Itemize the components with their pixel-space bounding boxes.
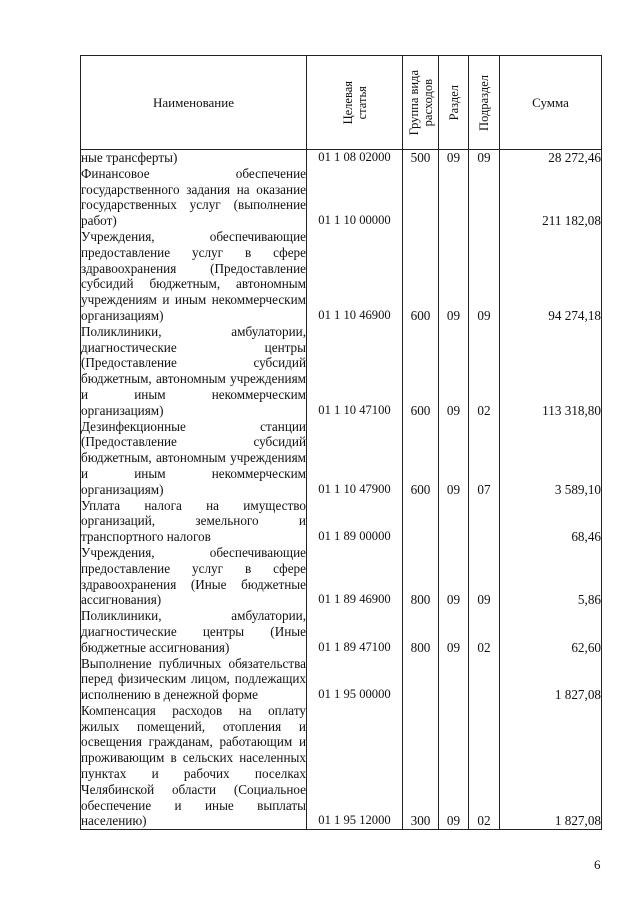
row-section: 09 xyxy=(439,324,469,419)
row-section: 09 xyxy=(439,545,469,608)
row-name xyxy=(81,419,307,498)
row-subsection: 02 xyxy=(469,703,500,830)
row-group xyxy=(403,656,439,703)
row-code: 01 1 10 00000 xyxy=(307,166,403,229)
row-name xyxy=(81,166,307,229)
table-row xyxy=(81,150,602,166)
row-sum: 28 272,46 xyxy=(500,150,602,166)
row-sum: 94 274,18 xyxy=(500,229,602,324)
row-group: 600 xyxy=(403,229,439,324)
row-subsection xyxy=(469,166,500,229)
row-sum: 3 589,10 xyxy=(500,419,602,498)
row-code: 01 1 10 46900 xyxy=(307,229,403,324)
table-header-row xyxy=(81,56,602,150)
row-name xyxy=(81,703,307,830)
row-section xyxy=(439,498,469,545)
page-number: 6 xyxy=(594,857,601,872)
row-name-text: Учреждения, обеспечивающие предоставление услуг в сфере здравоохранения (Предоставление субсидий бюджетным, автономным учреждениям и иным некоммерческим организациям) xyxy=(81,228,306,323)
row-group: 800 xyxy=(403,608,439,655)
header-name: Наименование xyxy=(81,56,307,150)
table-row xyxy=(81,703,602,830)
row-name-text: Уплата налога на имущество организаций, земельного и транспортного налогов xyxy=(81,497,306,545)
budget-table xyxy=(80,55,602,830)
row-code: 01 1 10 47900 xyxy=(307,419,403,498)
row-name-text: Учреждения, обеспечивающие предоставление услуг в сфере здравоохранения (Иные бюджетные ассигнования) xyxy=(81,544,306,608)
header-subsection-label: Подраздел xyxy=(477,74,491,131)
row-section: 09 xyxy=(439,419,469,498)
row-section xyxy=(439,656,469,703)
row-subsection: 09 xyxy=(469,229,500,324)
row-subsection: 07 xyxy=(469,419,500,498)
row-subsection xyxy=(469,498,500,545)
row-name-text: Поликлиники, амбулатории, диагностические центры (Иные бюджетные ассигнования) xyxy=(81,608,306,655)
row-group: 600 xyxy=(403,419,439,498)
row-subsection: 09 xyxy=(469,545,500,608)
header-section-label: Раздел xyxy=(446,84,461,121)
row-name-text: Финансовое обеспечение государственного задания на оказание государственных услуг (выполнение работ) xyxy=(81,165,306,229)
row-sum: 1 827,08 xyxy=(500,703,602,830)
row-code: 01 1 08 02000 xyxy=(307,150,403,166)
table-row xyxy=(81,498,602,545)
row-code: 01 1 10 47100 xyxy=(307,324,403,419)
header-expense-group xyxy=(403,56,439,150)
row-subsection: 02 xyxy=(469,608,500,655)
row-sum: 68,46 xyxy=(500,498,602,545)
header-section xyxy=(439,56,469,150)
row-code: 01 1 89 47100 xyxy=(307,608,403,655)
table-row xyxy=(81,229,602,324)
row-sum: 113 318,80 xyxy=(500,324,602,419)
row-section: 09 xyxy=(439,703,469,830)
row-group: 600 xyxy=(403,324,439,419)
row-name xyxy=(81,656,307,703)
row-name xyxy=(81,324,307,419)
row-section: 09 xyxy=(439,229,469,324)
header-sum: Сумма xyxy=(500,56,602,150)
header-subsection xyxy=(469,56,500,150)
row-sum: 211 182,08 xyxy=(500,166,602,229)
row-group xyxy=(403,166,439,229)
table-row xyxy=(81,608,602,655)
row-group: 500 xyxy=(403,150,439,166)
row-subsection xyxy=(469,656,500,703)
row-group: 300 xyxy=(403,703,439,830)
row-group: 800 xyxy=(403,545,439,608)
row-name-text: Выполнение публичных обязательства перед физическим лицом, подлежащих исполнению в денежной форме xyxy=(81,655,306,703)
row-sum: 1 827,08 xyxy=(500,656,602,703)
row-name-text: Компенсация расходов на оплату жилых помещений, отопления и освещения гражданам, работающим и проживающим в сельских населенных пунктах и рабочих поселках Челябинской области (Социальное обеспечение и иные выплаты населению) xyxy=(81,702,306,829)
table-row xyxy=(81,656,602,703)
row-name-text: ные трансферты) xyxy=(81,150,178,165)
row-code: 01 1 89 46900 xyxy=(307,545,403,608)
table-row xyxy=(81,419,602,498)
header-target-article xyxy=(307,56,403,150)
table-row xyxy=(81,166,602,229)
row-name-text: Поликлиники, амбулатории, диагностические центры (Предоставление субсидий бюджетным, автономным учреждениям и иным некоммерческим организациям) xyxy=(81,323,306,418)
row-group xyxy=(403,498,439,545)
row-code: 01 1 95 12000 xyxy=(307,703,403,830)
row-name xyxy=(81,150,307,166)
row-name xyxy=(81,498,307,545)
table-row xyxy=(81,545,602,608)
row-section: 09 xyxy=(439,608,469,655)
row-sum: 5,86 xyxy=(500,545,602,608)
row-name xyxy=(81,229,307,324)
row-section: 09 xyxy=(439,150,469,166)
row-name xyxy=(81,608,307,655)
row-sum: 62,60 xyxy=(500,608,602,655)
row-name-text: Дезинфекционные станции (Предоставление субсидий бюджетным, автономным учреждениям и иным некоммерческим организациям) xyxy=(81,418,306,497)
row-code: 01 1 95 00000 xyxy=(307,656,403,703)
row-subsection: 02 xyxy=(469,324,500,419)
row-subsection: 09 xyxy=(469,150,500,166)
header-target-article-label: Целевая статья xyxy=(340,80,369,125)
row-section xyxy=(439,166,469,229)
table-row xyxy=(81,324,602,419)
row-code: 01 1 89 00000 xyxy=(307,498,403,545)
header-expense-group-label: Группа вида расходов xyxy=(406,69,435,136)
row-name xyxy=(81,545,307,608)
